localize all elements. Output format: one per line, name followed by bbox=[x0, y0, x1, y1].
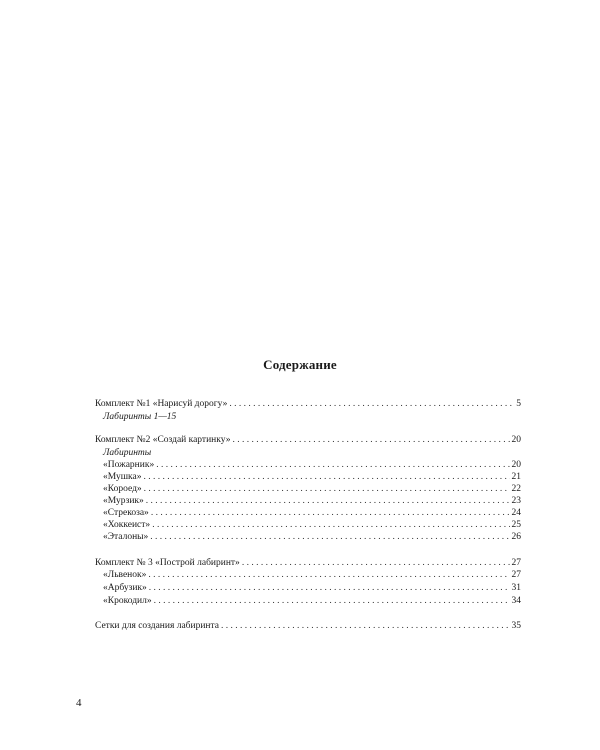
toc-entry-page: 35 bbox=[511, 621, 521, 631]
toc-entry-label: «Эталоны» bbox=[103, 532, 149, 542]
toc-entry-label: «Мушка» bbox=[103, 472, 142, 482]
toc-entry-label: «Мурзик» bbox=[103, 496, 144, 506]
dot-leader bbox=[232, 434, 509, 446]
dot-leader bbox=[149, 582, 510, 594]
toc-entry-set-2 bbox=[95, 434, 521, 446]
dot-leader bbox=[143, 471, 509, 483]
dot-leader bbox=[144, 483, 510, 495]
toc-entry-label: «Короед» bbox=[103, 484, 142, 494]
toc-entry-page: 27 bbox=[511, 570, 521, 580]
dot-leader bbox=[242, 557, 510, 569]
toc-entry-page: 26 bbox=[511, 532, 521, 542]
toc-entry-label: Комплект №2 «Создай картинку» bbox=[95, 435, 231, 445]
toc-entry-page: 5 bbox=[516, 399, 521, 409]
toc-entry-label: «Крокодил» bbox=[103, 596, 152, 606]
toc-entry-item bbox=[95, 459, 521, 471]
toc-entry-page: 25 bbox=[511, 520, 521, 530]
toc-entry-page: 20 bbox=[511, 435, 521, 445]
toc-entry-item bbox=[95, 483, 521, 495]
toc-entry-label: «Стрекоза» bbox=[103, 508, 149, 518]
toc-entry-label: «Хоккеист» bbox=[103, 520, 151, 530]
toc-entry-label: Сетки для создания лабиринта bbox=[95, 621, 220, 631]
toc-entry-page: 23 bbox=[511, 496, 521, 506]
dot-leader bbox=[156, 459, 509, 471]
toc-entry-page: 20 bbox=[511, 460, 521, 470]
toc-entry-item bbox=[95, 507, 521, 519]
toc-title: Содержание bbox=[263, 357, 337, 372]
dot-leader bbox=[154, 595, 510, 607]
dot-leader bbox=[148, 569, 509, 581]
toc-entry-page: 22 bbox=[511, 484, 521, 494]
dot-leader bbox=[146, 495, 510, 507]
toc-entry-page: 27 bbox=[511, 558, 521, 568]
toc-entry-item bbox=[95, 569, 521, 581]
toc-entry-label: «Арбузик» bbox=[103, 583, 147, 593]
dot-leader bbox=[152, 519, 509, 531]
toc-entry-item bbox=[95, 471, 521, 483]
toc-entry-label: Комплект №1 «Нарисуй дорогу» bbox=[95, 399, 228, 409]
toc-entry-item bbox=[95, 495, 521, 507]
toc-entry-set-1 bbox=[95, 398, 521, 410]
toc-entry-page: 21 bbox=[511, 472, 521, 482]
toc-entry-item bbox=[95, 531, 521, 543]
toc-entry-label: «Львенок» bbox=[103, 570, 147, 580]
toc-subtitle-set-2: Лабиринты bbox=[103, 448, 152, 458]
toc-subtitle-set-1: Лабиринты 1—15 bbox=[103, 412, 177, 422]
dot-leader bbox=[229, 398, 514, 410]
dot-leader bbox=[151, 507, 510, 519]
toc-entry-label: «Пожарник» bbox=[103, 460, 155, 470]
page-number: 4 bbox=[76, 697, 82, 709]
toc-entry-page: 34 bbox=[511, 596, 521, 606]
toc-entry-set-3 bbox=[95, 557, 521, 569]
toc-entry-item bbox=[95, 582, 521, 594]
dot-leader bbox=[150, 531, 509, 543]
toc-entry-item bbox=[95, 595, 521, 607]
dot-leader bbox=[221, 620, 509, 632]
toc-entry-item bbox=[95, 519, 521, 531]
toc-entry-page: 24 bbox=[511, 508, 521, 518]
toc-entry-set-4 bbox=[95, 620, 521, 632]
toc-entry-page: 31 bbox=[511, 583, 521, 593]
toc-entry-label: Комплект № 3 «Построй лабиринт» bbox=[95, 558, 240, 568]
